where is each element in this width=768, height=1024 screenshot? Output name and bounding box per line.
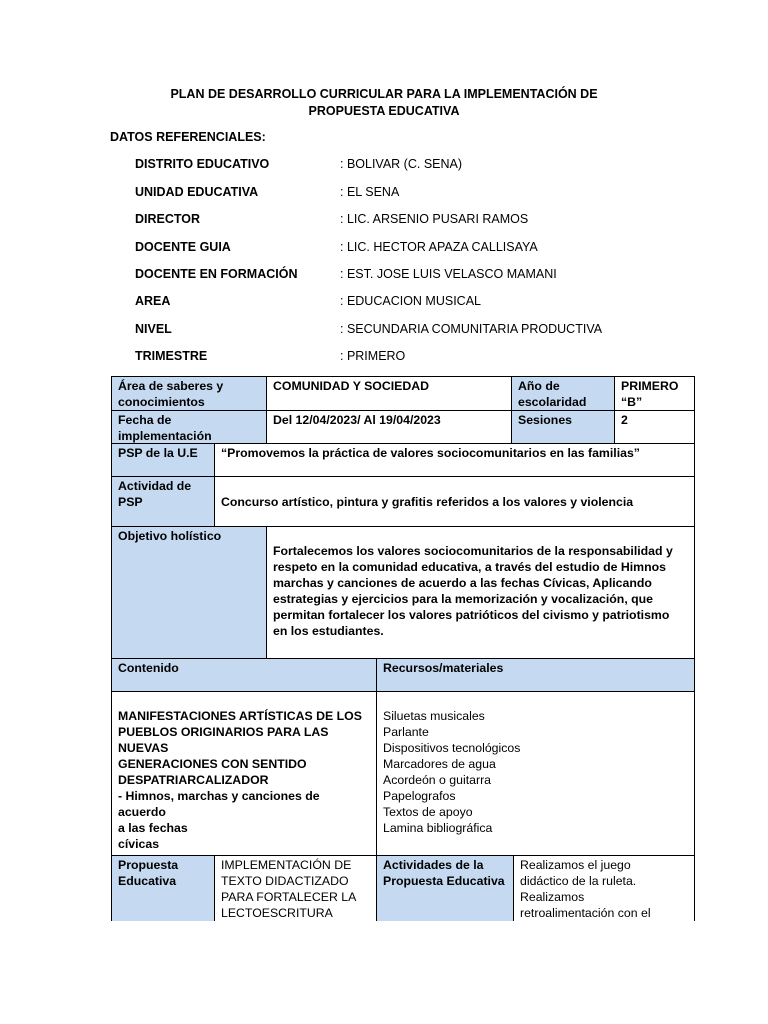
area-saberes-label [111,376,267,411]
datos-value: : BOLIVAR (C. SENA) [340,157,463,171]
actividad-line: Realizamos [520,890,585,904]
actividad-psp-label [111,476,215,527]
recursos-body [376,691,695,856]
actividad-line: didáctico de la ruleta. [520,874,637,888]
datos-label: DIRECTOR [135,212,201,226]
area-label-line: conocimientos [118,395,205,409]
datos-label: DOCENTE EN FORMACIÓN [135,267,298,281]
fecha-label [111,410,267,444]
propuesta-label-line: Educativa [118,874,177,888]
recurso-item: Lamina bibliográfica [383,821,493,835]
recurso-item: Textos de apoyo [383,805,473,819]
contenido-line: a las fechas [118,821,188,835]
actividad-line: retroalimentación con el [520,906,651,920]
propuesta-educativa-label [111,855,215,921]
fecha-label-line: Fecha de [118,413,172,427]
fecha-value: Del 12/04/2023/ Al 19/04/2023 [266,410,512,444]
datos-label: DISTRITO EDUCATIVO [135,157,270,171]
datos-label: TRIMESTRE [135,349,208,363]
datos-value: : EDUCACION MUSICAL [340,294,481,308]
datos-value: : EST. JOSE LUIS VELASCO MAMANI [340,267,557,281]
area-saberes-value: COMUNIDAD Y SOCIEDAD [266,376,512,411]
datos-label: NIVEL [135,322,172,336]
objetivo-line: estrategias y ejercicios para la memorización y vocalización, que [273,592,654,606]
actividades-propuesta-value [513,855,695,921]
objetivo-line: respeto en la comunidad educativa, a través del estudio de Himnos [273,560,666,574]
datos-value: : LIC. HECTOR APAZA CALLISAYA [340,240,538,254]
objetivo-line: en los estudiantes. [273,624,384,638]
recurso-item: Parlante [383,725,429,739]
actividades-propuesta-label [376,855,514,921]
objetivo-holistico-label: Objetivo holístico [111,526,267,659]
recurso-item: Papelografos [383,789,456,803]
anio-value-line: “B” [621,395,643,409]
datos-value: : EL SENA [340,185,400,199]
objetivo-holistico-value [266,526,695,659]
datos-label: UNIDAD EDUCATIVA [135,185,259,199]
propuesta-line: IMPLEMENTACIÓN DE [221,858,352,872]
contenido-line: PUEBLOS ORIGINARIOS PARA LAS NUEVAS [118,725,329,755]
propuesta-educativa-value [214,855,377,921]
datos-label: AREA [135,294,171,308]
propuesta-line: LECTOESCRITURA [221,906,333,920]
fecha-label-line: implementación [118,429,212,443]
title-line-1: PLAN DE DESARROLLO CURRICULAR PARA LA IMPLEMENTACIÓN DE [170,87,598,101]
actividades-label-line: Actividades de la [383,858,484,872]
anio-label-line: Año de [518,379,560,393]
recurso-item: Acordeón o guitarra [383,773,492,787]
psp-value: “Promovemos la práctica de valores sociocomunitarios en las familias” [214,443,695,477]
contenido-line: - Himnos, marchas y canciones de acuerdo [118,789,320,819]
recurso-item: Siluetas musicales [383,709,485,723]
datos-heading: DATOS REFERENCIALES: [110,130,266,144]
recurso-item: Marcadores de agua [383,757,496,771]
document-title [0,86,768,120]
datos-value: : SECUNDARIA COMUNITARIA PRODUCTIVA [340,322,603,336]
psp-label: PSP de la U.E [111,443,215,477]
propuesta-label-line: Propuesta [118,858,179,872]
anio-escolaridad-label [511,376,615,411]
area-label-line: Área de saberes y [118,379,224,393]
contenido-line: GENERACIONES CON SENTIDO [118,757,307,771]
recurso-item: Dispositivos tecnológicos [383,741,521,755]
actividad-label-line: PSP [118,495,143,509]
contenido-body [111,691,377,856]
contenido-line: MANIFESTACIONES ARTÍSTICAS DE LOS [118,709,362,723]
contenido-line: DESPATRIARCALIZADOR [118,773,269,787]
propuesta-line: PARA FORTALECER LA [221,890,357,904]
objetivo-line: Fortalecemos los valores sociocomunitarios de la responsabilidad y [273,544,673,558]
propuesta-line: TEXTO DIDACTIZADO [221,874,349,888]
anio-value-line: PRIMERO [621,379,679,393]
anio-escolaridad-value [614,376,695,411]
datos-value: : LIC. ARSENIO PUSARI RAMOS [340,212,529,226]
actividad-psp-value: Concurso artístico, pintura y grafitis referidos a los valores y violencia [214,476,695,527]
contenido-header: Contenido [111,658,377,692]
actividad-line: Realizamos el juego [520,858,631,872]
objetivo-line: permitan fortalecer los valores patrióticos del civismo y patriotismo [273,608,670,622]
actividades-label-line: Propuesta Educativa [383,874,505,888]
actividad-label-line: Actividad de [118,479,192,493]
sesiones-value: 2 [614,410,695,444]
title-line-2: PROPUESTA EDUCATIVA [308,104,460,118]
objetivo-line: marchas y canciones de acuerdo a las fechas Cívicas, Aplicando [273,576,652,590]
datos-label: DOCENTE GUIA [135,240,231,254]
recursos-header: Recursos/materiales [376,658,695,692]
sesiones-label: Sesiones [511,410,615,444]
contenido-line: cívicas [118,837,160,851]
datos-value: : PRIMERO [340,349,406,363]
anio-label-line: escolaridad [518,395,587,409]
